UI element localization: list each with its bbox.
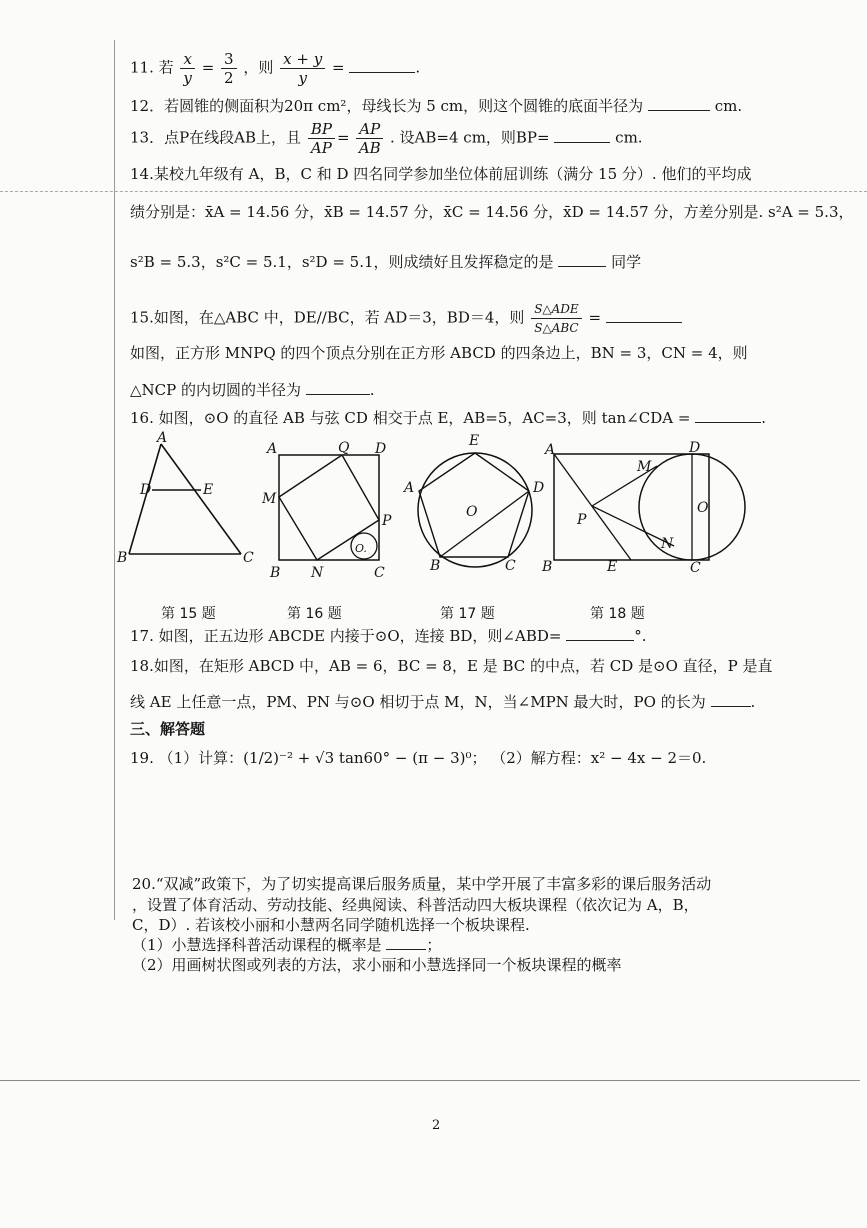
svg-text:D: D (689, 440, 701, 456)
svg-text:D: D (140, 482, 152, 498)
question-14-line-3: s²B = 5.3，s²C = 5.1，s²D = 5.1，则成绩好且发挥稳定的是 同学 (130, 253, 642, 271)
question-12: 12．若圆锥的侧面积为20π cm²，母线长为 5 cm，则这个圆锥的底面半径为 cm. (130, 97, 743, 115)
svg-text:M: M (637, 459, 652, 475)
svg-text:B: B (542, 559, 553, 575)
svg-text:P: P (382, 513, 392, 529)
caption-fig-18: 第 18 题 (590, 606, 645, 622)
question-14-line-1: 14.某校九年级有 A，B，C 和 D 四名同学参加坐位体前屈训练（满分 15 分）. 他们的平均成 (130, 165, 752, 183)
svg-text:O: O (466, 504, 478, 520)
section-heading: 三、解答题 (130, 720, 206, 738)
question-11: 11. 若 $\frac{x}{y}$ = $\frac{3}{2}$ ，则 $\frac{x + y}{y}$ = . (130, 50, 421, 87)
svg-text:C: C (374, 565, 385, 581)
page-number: 2 (432, 1118, 441, 1133)
svg-text:A: A (267, 441, 278, 457)
bottom-rule-line (0, 1080, 860, 1081)
question-15b-line-1: 如图，正方形 MNPQ 的四个顶点分别在正方形 ABCD 的四条边上，BN = 3，CN = 4，则 (130, 344, 748, 362)
question-16: 16. 如图，⊙O 的直径 AB 与弦 CD 相交于点 E，AB=5，AC=3，则 tan∠CDA = . (130, 409, 766, 427)
answer-blank-15b[interactable] (306, 380, 370, 395)
question-15b-line-2: △NCP 的内切圆的半径为 . (130, 381, 375, 399)
svg-text:N: N (311, 565, 324, 581)
svg-text:O.: O. (355, 542, 367, 555)
answer-blank-20[interactable] (386, 935, 426, 950)
svg-text:N: N (661, 536, 674, 552)
svg-text:A: A (157, 430, 168, 446)
svg-text:B: B (270, 565, 281, 581)
svg-text:D: D (533, 480, 545, 496)
question-18-line-1: 18.如图，在矩形 ABCD 中，AB = 6，BC = 8，E 是 BC 的中点，若 CD 是⊙O 直径，P 是直 (130, 657, 773, 675)
question-20-line-2: ，设置了体育活动、劳动技能、经典阅读、科普活动四大板块课程（依次记为 A，B， (132, 896, 699, 914)
figure-triangle (115, 430, 265, 570)
question-20-line-1: 20.“双减”政策下，为了切实提高课后服务质量，某中学开展了丰富多彩的课后服务活动 (132, 875, 712, 893)
figure-squares (262, 435, 397, 585)
answer-blank-13[interactable] (554, 128, 610, 143)
svg-text:B: B (117, 550, 128, 566)
caption-fig-17: 第 17 题 (440, 606, 495, 622)
svg-text:C: C (243, 550, 254, 566)
caption-fig-15: 第 15 题 (161, 606, 216, 622)
question-14-line-2: 绩分别是：x̄A = 14.56 分，x̄B = 14.57 分，x̄C = 14.56 分，x̄D = 14.57 分，方差分别是. s²A = 5.3， (130, 203, 854, 221)
svg-text:E: E (607, 559, 618, 575)
answer-blank-17[interactable] (566, 626, 634, 641)
answer-blank-15[interactable] (606, 308, 682, 323)
question-20-line-3: C，D）. 若该校小丽和小慧两名同学随机选择一个板块课程. (132, 916, 530, 934)
question-18-line-2: 线 AE 上任意一点，PM、PN 与⊙O 相切于点 M，N，当∠MPN 最大时，PO 的长为 . (130, 693, 756, 711)
svg-text:Q: Q (338, 440, 350, 456)
svg-text:C: C (505, 558, 516, 574)
answer-blank-16[interactable] (695, 408, 761, 423)
question-17: 17. 如图，正五边形 ABCDE 内接于⊙O，连接 BD，则∠ABD= °. (130, 627, 647, 645)
svg-text:D: D (375, 441, 387, 457)
svg-text:O: O (697, 500, 709, 516)
svg-text:A: A (545, 442, 556, 458)
svg-text:P: P (577, 512, 587, 528)
answer-blank-14[interactable] (558, 252, 606, 267)
svg-text:M: M (262, 491, 277, 507)
svg-text:B: B (430, 558, 441, 574)
answer-blank-18[interactable] (711, 692, 751, 707)
question-19: 19. （1）计算：(1/2)⁻² + √3 tan60° − (π − 3)⁰； （2）解方程：x² − 4x − 2＝0. (130, 749, 707, 767)
question-15: 15.如图，在△ABC 中，DE//BC，若 AD＝3，BD＝4，则 $\frac{\text{S△ADE}}{\text{S△ABC}}$ = (130, 300, 682, 337)
caption-fig-16: 第 16 题 (287, 606, 342, 622)
answer-blank-12[interactable] (648, 96, 710, 111)
figure-pentagon (402, 430, 552, 580)
svg-text:A: A (404, 480, 415, 496)
svg-text:C: C (690, 560, 701, 576)
figure-rectangle-circle (537, 438, 747, 578)
question-20-line-5: （2）用画树状图或列表的方法，求小丽和小慧选择同一个板块课程的概率 (132, 956, 622, 974)
svg-text:E: E (203, 482, 214, 498)
answer-blank-11[interactable] (349, 58, 415, 73)
top-dashed-line (0, 191, 867, 192)
question-13: 13．点P在线段AB上，且 $\frac{BP}{AP}$ = $\frac{AP}{AB}$ . 设AB=4 cm，则BP= cm. (130, 120, 643, 157)
svg-text:E: E (469, 433, 480, 449)
question-20-line-4: （1）小慧选择科普活动课程的概率是 ； (132, 936, 442, 954)
